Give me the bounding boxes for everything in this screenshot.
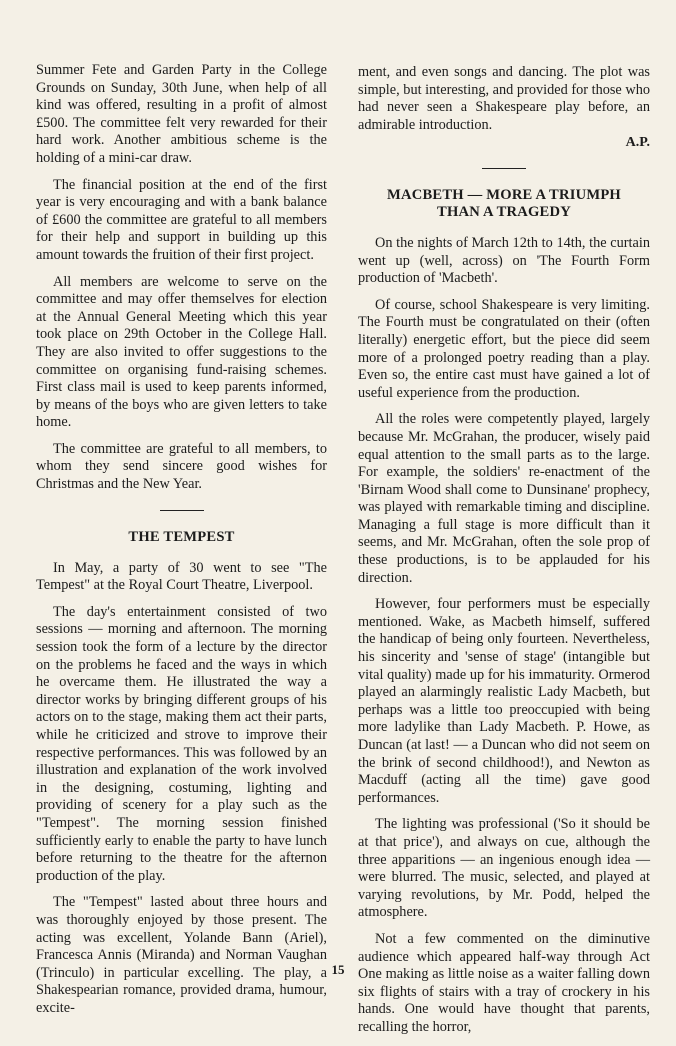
tempest-paragraph: The day's entertainment consisted of two sessions — morning and afternoon. The morning session took the form of a lecture by the director on the problems he faced and the ways in which he overcame them. He illustrated the way a director works by bringing different groups of his actors on to the stage, making them act their parts, while he criticized and strove to improve their respective performances. This was followed by an illustration and explanation of the work involved in the designing, costuming, lighting and providing of scenery for a play such as the "Tempest". The morning session finished sufficiently early to enable the party to have lunch before returning to the theatre for the afternon production of the play.	[36, 603, 327, 884]
tempest-paragraph: The "Tempest" lasted about three hours and was thoroughly enjoyed by those present. The acting was excellent, Yolande Bann (Ariel), Francesca Annis (Miranda) and Norman Vaughan (Trinculo) in particular excelling. The play, a Shakespearian romance, provided drama, humour, excite-	[36, 894, 327, 1016]
page-number: 15	[331, 962, 345, 977]
left-column	[36, 62, 327, 1027]
macbeth-heading-line: MACBETH — MORE A TRIUMPH	[387, 186, 621, 203]
right-column	[358, 64, 650, 1046]
macbeth-paragraph: The lighting was professional ('So it should be at that price'), and always on cue, although the three apparitions — an ingenious enough idea — were blurred. The music, selected, and played at varying revolutions, by Mr. Podd, helped the atmosphere.	[358, 816, 650, 921]
thanks-paragraph: The committee are grateful to all members, to whom they send sincere good wishes for Christmas and the New Year.	[36, 440, 327, 493]
macbeth-paragraph: Of course, school Shakespeare is very limiting. The Fourth must be congratulated on their (often literally) energetic effort, but the piece did seem more of a prolonged poetry reading than a play. Even so, the entire cast must have gained a lot of useful experience from the production.	[358, 296, 650, 401]
macbeth-heading	[358, 187, 650, 221]
macbeth-heading-line: THAN A TRAGEDY	[437, 203, 571, 220]
tempest-heading: THE TEMPEST	[128, 528, 235, 545]
author-signature: A.P.	[625, 135, 650, 151]
members-paragraph: All members are welcome to serve on the committee and may offer themselves for election at the Annual General Meeting which this year took place on 29th October in the College Hall. They are also invited to offer suggestions to the committee on organising fund-raising schemes. First class mail is used to keep parents informed, by means of the boys who are given letters to take home.	[36, 273, 327, 431]
macbeth-paragraph: Not a few commented on the diminutive audience which appeared half-way through Act One making as little noise as a waiter falling down six flights of stairs with a tray of crockery in his hands. One would have thought that parents, recalling the horror,	[358, 930, 650, 1035]
section-divider	[160, 510, 204, 511]
section-divider	[482, 168, 526, 169]
tempest-continued-paragraph: ment, and even songs and dancing. The plot was simple, but interesting, and provided for those who had never seen a Shakespeare play before, an admirable introduction.	[358, 64, 650, 133]
macbeth-paragraph: However, four performers must be especially mentioned. Wake, as Macbeth himself, suffered the handicap of being only fourteen. Nevertheless, his sincerity and 'sense of stage' (intangible but vital quality) made up for his immaturity. Ormerod played an alarmingly realistic Lady Macbeth, but perhaps was a little too preoccupied with being more ladylike than Lady Macbeth. P. Howe, as Duncan (at last! — a Duncan who did not seem on the brink of second childhood!), and Newton as Macduff (acting all the time) gave good performances.	[358, 596, 650, 806]
fete-paragraph: Summer Fete and Garden Party in the College Grounds on Sunday, 30th June, when help of all kind was offered, resulting in a profit of almost £500. The committee felt very rewarded for their hard work. Another ambitious scheme is the holding of a mini-car draw.	[36, 62, 327, 166]
finance-paragraph: The financial position at the end of the first year is very encouraging and with a bank balance of £600 the committee are grateful to all members for their help and support in building up this amount towards the fruition of their first project.	[36, 176, 327, 263]
macbeth-paragraph: All the roles were competently played, largely because Mr. McGrahan, the producer, wisely paid equal attention to the small parts as to the large. For example, the soldiers' re-enactment of the 'Birnam Wood shall come to Dunsinane' prophecy, was played with remarkable timing and discipline. Managing a full stage is more difficult than it seems, and Mr. McGrahan, often the sole prop of these productions, is to be applauded for his direction.	[358, 411, 650, 586]
macbeth-paragraph: On the nights of March 12th to 14th, the curtain went up (well, across) on 'The Fourth Form production of 'Macbeth'.	[358, 234, 650, 287]
tempest-paragraph: In May, a party of 30 went to see "The Tempest" at the Royal Court Theatre, Liverpool.	[36, 559, 327, 594]
